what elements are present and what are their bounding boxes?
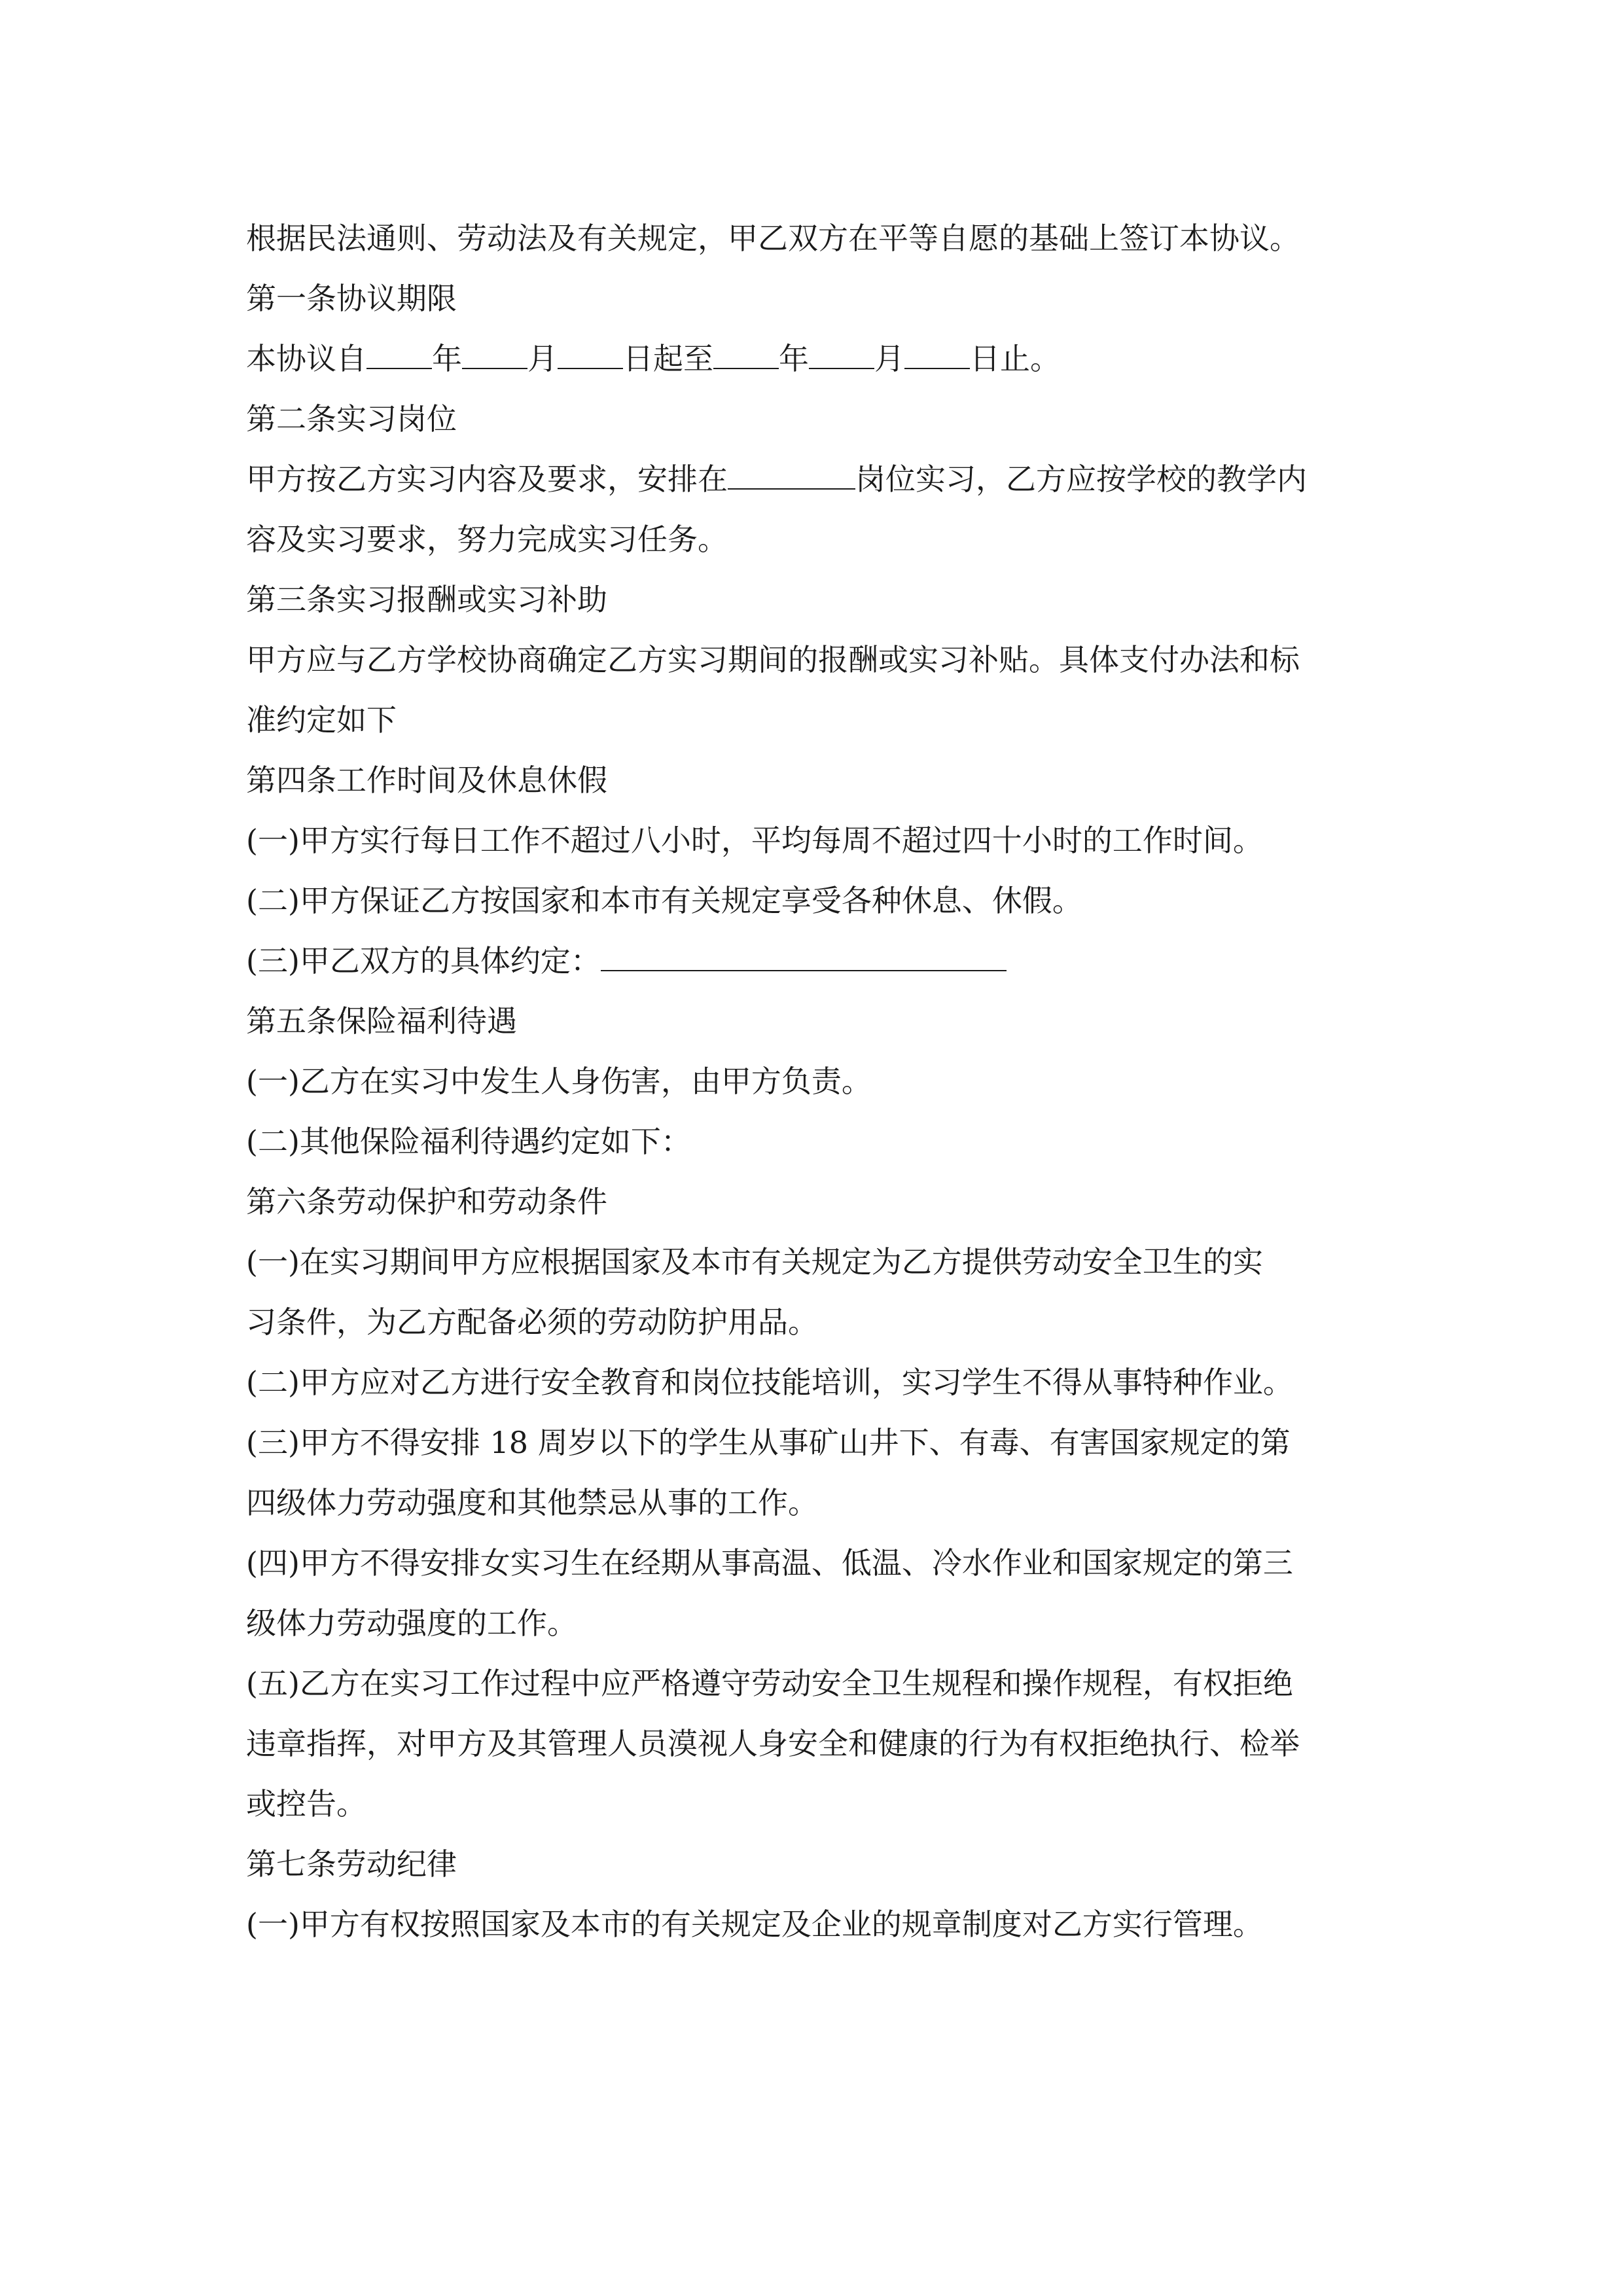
position-text-b: 岗位实习，乙方应按学校的教学内 <box>855 461 1307 497</box>
article-6-item-5-line-1: (五)乙方在实习工作过程中应严格遵守劳动安全卫生规程和操作规程，有权拒绝 <box>246 1666 1293 1701</box>
article-4-item-2: (二)甲方保证乙方按国家和本市有关规定享受各种休息、休假。 <box>246 883 1082 918</box>
term-text-end-month: 月 <box>874 341 904 376</box>
article-6-item-1-line-2: 习条件，为乙方配备必须的劳动防护用品。 <box>246 1304 818 1340</box>
article-7-item-1: (一)甲方有权按照国家及本市的有关规定及企业的规章制度对乙方实行管理。 <box>246 1907 1263 1942</box>
article-4-item-1: (一)甲方实行每日工作不超过八小时，平均每周不超过四十小时的工作时间。 <box>246 823 1263 858</box>
article-7-title: 第七条劳动纪律 <box>246 1846 457 1882</box>
article-3-title: 第三条实习报酬或实习补助 <box>246 582 607 617</box>
article-1-title: 第一条协议期限 <box>246 281 457 316</box>
end-day-blank <box>904 342 970 369</box>
article-4-item-3 <box>246 931 1398 991</box>
start-month-blank <box>462 342 527 369</box>
specific-agreement-label: (三)甲乙双方的具体约定： <box>246 943 601 978</box>
article-5-item-2: (二)其他保险福利待遇约定如下： <box>246 1124 691 1159</box>
article-1-term-line <box>246 329 1398 389</box>
article-4-title: 第四条工作时间及休息休假 <box>246 762 607 798</box>
intro-paragraph: 根据民法通则、劳动法及有关规定，甲乙双方在平等自愿的基础上签订本协议。 <box>246 221 1300 256</box>
article-6-title: 第六条劳动保护和劳动条件 <box>246 1184 607 1219</box>
article-5-item-1: (一)乙方在实习中发生人身伤害，由甲方负责。 <box>246 1064 872 1099</box>
position-text-a: 甲方按乙方实习内容及要求，安排在 <box>246 461 728 497</box>
term-text-year: 年 <box>432 341 462 376</box>
article-3-line-1: 甲方应与乙方学校协商确定乙方实习期间的报酬或实习补贴。具体支付办法和标 <box>246 642 1300 677</box>
article-6-item-4-line-2: 级体力劳动强度的工作。 <box>246 1605 577 1641</box>
term-text-start: 本协议自 <box>246 341 366 376</box>
article-6-item-5-line-2: 违章指挥，对甲方及其管理人员漠视人身安全和健康的行为有权拒绝执行、检举 <box>246 1726 1300 1761</box>
agreement-body <box>246 208 1398 1954</box>
term-text-end-year: 年 <box>779 341 809 376</box>
end-year-blank <box>713 342 779 369</box>
start-day-blank <box>558 342 623 369</box>
article-6-item-5-line-3: 或控告。 <box>246 1786 366 1821</box>
term-text-to: 日起至 <box>623 341 713 376</box>
article-6-item-2: (二)甲方应对乙方进行安全教育和岗位技能培训，实习学生不得从事特种作业。 <box>246 1365 1293 1400</box>
article-6-item-1-line-1: (一)在实习期间甲方应根据国家及本市有关规定为乙方提供劳动安全卫生的实 <box>246 1244 1263 1280</box>
position-blank <box>728 462 855 490</box>
term-text-end: 日止。 <box>970 341 1060 376</box>
start-year-blank <box>366 342 432 369</box>
article-6-item-3-line-1: (三)甲方不得安排 18 周岁以下的学生从事矿山井下、有毒、有害国家规定的第 <box>246 1425 1291 1460</box>
article-2-title: 第二条实习岗位 <box>246 401 457 437</box>
term-text-month: 月 <box>527 341 558 376</box>
article-3-line-2: 准约定如下 <box>246 702 397 738</box>
article-2-line-1 <box>246 449 1398 509</box>
article-5-title: 第五条保险福利待遇 <box>246 1003 517 1039</box>
specific-agreement-blank <box>601 944 1007 971</box>
article-6-item-4-line-1: (四)甲方不得安排女实习生在经期从事高温、低温、冷水作业和国家规定的第三 <box>246 1545 1293 1581</box>
article-6-item-3-line-2: 四级体力劳动强度和其他禁忌从事的工作。 <box>246 1485 818 1520</box>
end-month-blank <box>809 342 874 369</box>
article-2-line-2: 容及实习要求，努力完成实习任务。 <box>246 522 728 557</box>
